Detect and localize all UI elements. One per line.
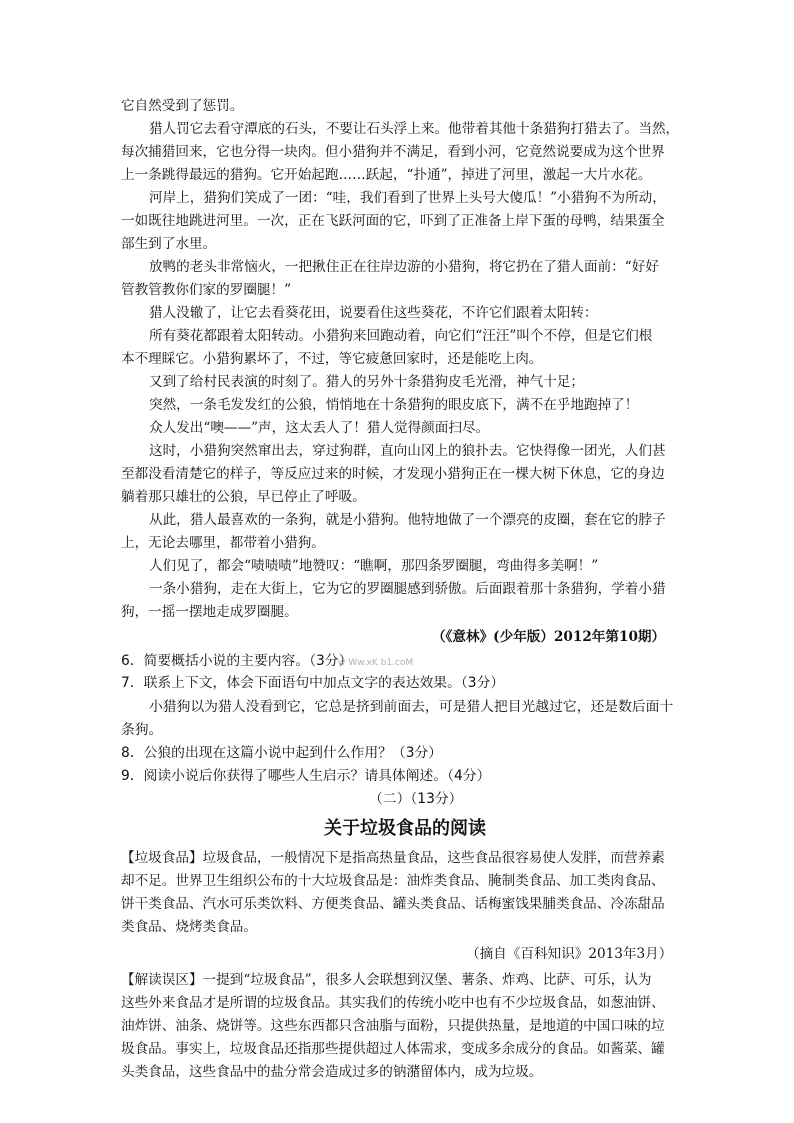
story-line: 至都没看清楚它的样子，等反应过来的时候，才发现小猎狗正在一棵大树下休息，它的身边 [121, 466, 665, 482]
misread-line: 头类食品，这些食品中的盐分常会造成过多的钠潴留体内，成为垃圾。 [121, 1064, 543, 1080]
story-line: 人们见了，都会“啧啧啧”地赞叹：“瞧啊，那四条罗圈腿，弯曲得多美啊！” [149, 558, 599, 574]
story-line: 一如既往地跳进河里。一次，正在飞跃河面的它，吓到了正准备上岸下蛋的母鸭，结果蛋全 [121, 213, 665, 229]
story-line: 猎人罚它去看守潭底的石头，不要让石头浮上来。他带着其他十条猎狗打猎去了。当然， [149, 121, 680, 137]
story-line: 上一条跳得最远的猎狗。它开始起跑……跃起，“扑通”，掉进了河里，激起一大片水花。 [121, 167, 652, 183]
question-7-quote: 条狗。 [121, 722, 163, 738]
story-line: 众人发出“噢——”声，这太丢人了！猎人觉得颜面扫尽。 [149, 420, 490, 436]
junk-food-line: 却不足。世界卫生组织公布的十大垃圾食品是：油炸类食品、腌制类食品、加工类肉食品、 [121, 873, 665, 889]
section-title: 关于垃圾食品的阅读 [324, 818, 486, 839]
question-7: 7．联系上下文，体会下面语句中加点文字的表达效果。（3分） [121, 675, 505, 691]
story-line: 放鸭的老头非常恼火，一把揪住正在往岸边游的小猎狗，将它扔在了猎人面前：“好好 [149, 259, 659, 275]
story-line: 一条小猎狗，走在大街上，它为它的罗圈腿感到骄傲。后面跟着那十条猎狗，学着小猎 [149, 581, 666, 597]
story-line: 它自然受到了惩罚。 [121, 98, 244, 114]
junk-food-line: 类食品、烧烤类食品。 [121, 919, 257, 935]
question-6: 6．简要概括小说的主要内容。（3分） [121, 653, 353, 669]
story-line: 河岸上，猎狗们笑成了一团：“哇，我们看到了世界上头号大傻瓜！”小猎狗不为所动， [149, 190, 666, 206]
story-line: 每次捕猎回来，它也分得一块肉。但小猎狗并不满足，看到小河，它竟然说要成为这个世界 [121, 144, 665, 160]
section-source: （摘自《百科知识》2013年3月） [466, 946, 673, 962]
misread-line: 这些外来食品才是所谓的垃圾食品。其实我们的传统小吃中也有不少垃圾食品，如葱油饼、 [121, 995, 665, 1011]
story-line: 从此，猎人最喜欢的一条狗，就是小猎狗。他特地做了一个漂亮的皮圈，套在它的脖子 [149, 512, 666, 528]
question-7-quote: 小猎狗以为猎人没看到它，它总是挤到前面去，可是猎人把目光越过它，还是数后面十 [149, 699, 674, 715]
story-line: 本不理睬它。小猎狗累坏了，不过，等它疲惫回家时，还是能吃上肉。 [121, 351, 543, 367]
story-line: 部生到了水里。 [121, 236, 217, 252]
junk-food-line: 【垃圾食品】垃圾食品，一般情况下是指高热量食品，这些食品很容易使人发胖，而营养素 [121, 850, 665, 866]
story-line: 狗，一摇一摆地走成罗圈腿。 [121, 604, 298, 620]
story-line: 突然，一条毛发发红的公狼，悄悄地在十条猎狗的眼皮底下，满不在乎地跑掉了！ [149, 397, 639, 413]
question-8: 8．公狼的出现在这篇小说中起到什么作用？（3分） [121, 745, 443, 761]
misread-line: 【解读误区】一提到“垃圾食品”，很多人会联想到汉堡、薯条、炸鸡、比萨、可乐，认为 [121, 972, 652, 988]
question-9: 9．阅读小说后你获得了哪些人生启示？请具体阐述。（4分） [121, 768, 491, 784]
story-line: 猎人没辙了，让它去看葵花田，说要看住这些葵花，不许它们跟着太阳转： [149, 305, 598, 321]
story-line: 又到了给村民表演的时刻了。猎人的另外十条猎狗皮毛光滑，神气十足； [149, 374, 584, 390]
story-line: 所有葵花都跟着太阳转动。小猎狗来回跑动着，向它们“汪汪”叫个不停，但是它们根 [149, 328, 653, 344]
story-source: （《意林》(少年版）2012年第10期） [432, 629, 666, 645]
junk-food-line: 饼干类食品、汽水可乐类饮料、方便类食品、罐头类食品、话梅蜜饯果脯类食品、冷冻甜品 [121, 896, 665, 912]
misread-line: 圾食品。事实上，垃圾食品还指那些提供超过人体需求，变成多余成分的食品。如酱菜、罐 [121, 1041, 665, 1057]
watermark: w Ww.xK b1.coM [338, 658, 414, 668]
misread-line: 油炸饼、油条、烧饼等。这些东西都只含油脂与面粉，只提供热量，是地道的中国口味的垃 [121, 1018, 665, 1034]
section-header: （二）（13分） [369, 791, 463, 807]
story-line: 上，无论去哪里，都带着小猎狗。 [121, 535, 325, 551]
story-line: 躺着那只雄壮的公狼，早已停止了呼吸。 [121, 489, 366, 505]
story-line: 管教管教你们家的罗圈腿！” [121, 282, 292, 298]
story-line: 这时，小猎狗突然窜出去，穿过狗群，直向山冈上的狼扑去。它快得像一团光，人们甚 [149, 443, 666, 459]
